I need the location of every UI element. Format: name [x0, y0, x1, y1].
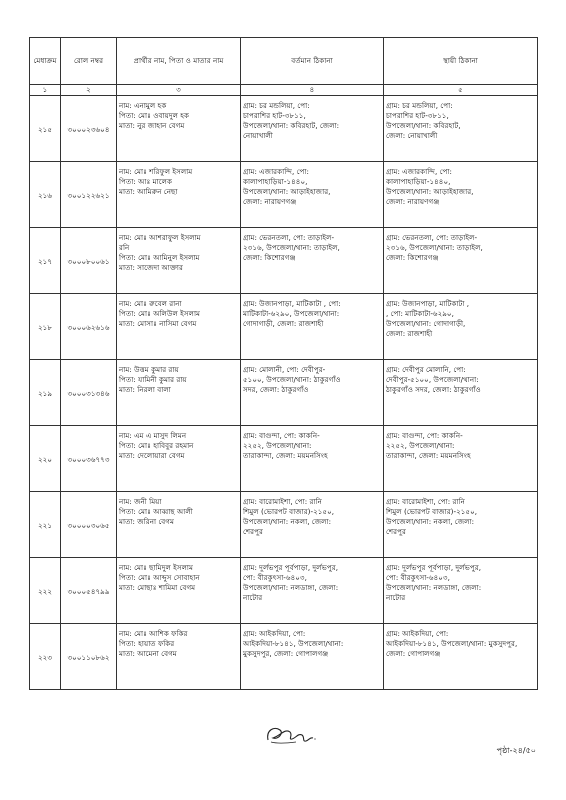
- permanent-address-cell-line: উপজেলা/থানা: নকলা, জেলা:: [386, 516, 475, 526]
- name-cell: [117, 293, 241, 359]
- permanent-address-cell-line: তারাকান্দা, জেলা: ময়মনসিংহ: [386, 450, 471, 460]
- roll-cell: ৩০০০৫৪৭৯৯: [61, 557, 117, 623]
- roll-cell: ৩০০০৩১৩৪৬: [61, 359, 117, 425]
- candidate-table: [29, 37, 538, 690]
- present-address-cell-line: উপজেলা/থানা: কবিরহাট, জেলা:: [243, 120, 340, 130]
- permanent-address-cell-line: জেলা: রাজশাহী: [386, 328, 433, 338]
- permanent-address-cell-line: আইকদিয়া-৮১৪১, উপজেলা/থানা: মুকসুদপুর,: [386, 638, 518, 648]
- present-address-cell-line: উপজেলা/থানা: নলডাঙ্গা, জেলা:: [243, 582, 339, 592]
- present-address-cell: [241, 293, 384, 359]
- header-num-2: ২: [61, 85, 117, 96]
- present-address-cell-line: গ্রাম: দুর্লভপুর পূর্বপাড়া, দুর্লভপুর,: [243, 562, 339, 572]
- name-cell-line: পিতা: যামিনী কুমার রায়: [119, 374, 187, 384]
- name-cell-line: নাম: এনামুল হক: [119, 100, 167, 110]
- table-row: [30, 95, 538, 161]
- name-cell-line: পিতা: মোঃ আমিনুল ইসলাম: [119, 252, 200, 262]
- permanent-address-cell-line: উপজেলা/থানা: আড়াইহাজার,: [386, 186, 474, 196]
- present-address-cell-line: গোদাগাড়ী, জেলা: রাজশাহী: [243, 318, 324, 328]
- permanent-address-cell: [384, 293, 538, 359]
- permanent-address-cell-line: ঠাকুরগাঁও সদর, জেলা: ঠাকুরগাঁও: [386, 384, 481, 394]
- table-row: [30, 359, 538, 425]
- present-address-cell-line: কালাপাহাড়িয়া-১৪৪০,: [243, 176, 308, 186]
- permanent-address-cell-line: জেলা: নারায়ণগঞ্জ: [386, 196, 440, 206]
- name-cell-line: মাতা: নুর জাহান বেগম: [119, 120, 185, 130]
- serial-cell: ২১৯: [30, 359, 61, 425]
- present-address-cell-line: গ্রাম: এজারকান্দি, পো:: [243, 166, 309, 176]
- permanent-address-cell-line: গ্রাম: ভেরনতলা, পো: তাড়াইল-: [386, 232, 478, 242]
- permanent-address-cell-line: ২২৫২, উপজেলা/থানা:: [386, 440, 455, 450]
- table-row: [30, 557, 538, 623]
- present-address-cell-line: মাটিকাটা-৬২৯০, উপজেলা/থানা:: [243, 308, 340, 318]
- serial-cell: ২১৬: [30, 161, 61, 227]
- name-cell-line: মাতা: জরিনা বেগম: [119, 516, 174, 526]
- name-cell-line: মাতা: নিরলা বালা: [119, 384, 171, 394]
- name-cell-line: নাম: এম এ মাসুদ লিমন: [119, 430, 187, 440]
- table-row: [30, 161, 538, 227]
- present-address-cell-line: গ্রাম: চর মন্ডলিয়া, পো:: [243, 100, 310, 110]
- present-address-cell: [241, 623, 384, 689]
- permanent-address-cell-line: জেলা: গোপালগঞ্জ: [386, 648, 441, 658]
- present-address-cell-line: গ্রাম: মোলানী, পো: দেবীপুর-: [243, 364, 326, 374]
- roll-cell: ৩০০০০৩০৬৫: [61, 491, 117, 557]
- name-cell: [117, 161, 241, 227]
- name-cell-line: পিতা: মোঃ ওবায়দুল হক: [119, 110, 190, 120]
- name-cell-line: নাম: মোঃ আশিক ফকির: [119, 628, 188, 638]
- serial-cell: ২২১: [30, 491, 61, 557]
- present-address-cell: [241, 227, 384, 293]
- roll-cell: ৩০০০৮০০৬১: [61, 227, 117, 293]
- header-num-4: ৪: [241, 85, 384, 96]
- header-num-5: ৫: [384, 85, 538, 96]
- permanent-address-cell-line: গ্রাম: বাগুন্দা, পো: কাকনি-: [386, 430, 463, 440]
- permanent-address-cell-line: নাটোর: [386, 592, 406, 602]
- present-address-cell: [241, 491, 384, 557]
- present-address-cell-line: গ্রাম: ভেরনতলা, পো: তাড়াইল-: [243, 232, 335, 242]
- name-cell-line: মাতা: মোসাঃ নাসিমা বেগম: [119, 318, 197, 328]
- name-cell-line: মাতা: আমেনা বেগম: [119, 648, 177, 658]
- permanent-address-cell-line: উপজেলা/থানা: গোদাগাড়ী,: [386, 318, 466, 328]
- name-cell-line: নাম: মোঃ রুবেল রানা: [119, 298, 182, 308]
- permanent-address-cell: [384, 95, 538, 161]
- permanent-address-cell: [384, 161, 538, 227]
- permanent-address-cell-line: শেরপুর: [386, 526, 406, 536]
- table-row: [30, 227, 538, 293]
- page-number: পৃষ্ঠা-২৪/৫০: [496, 746, 536, 755]
- serial-cell: ২২৩: [30, 623, 61, 689]
- table-row: [30, 425, 538, 491]
- present-address-cell-line: গ্রাম: আইকদিয়া, পো:: [243, 628, 306, 638]
- name-cell: [117, 227, 241, 293]
- roll-cell: ৩০০০৩৬৭৭৩: [61, 425, 117, 491]
- name-cell-line: নাম: মোঃ শরিফুল ইসলাম: [119, 166, 193, 176]
- permanent-address-cell: [384, 557, 538, 623]
- present-address-cell: [241, 425, 384, 491]
- present-address-cell-line: ২২৫২, উপজেলা/থানা:: [243, 440, 312, 450]
- permanent-address-cell-line: চাপরাশির হাট-৩৮১১,: [386, 110, 449, 120]
- header-permanent-address: স্থায়ী ঠিকানা: [384, 38, 538, 85]
- serial-cell: ২১৮: [30, 293, 61, 359]
- permanent-address-cell-line: গ্রাম: বারোমাইশা, পো: রানি: [386, 496, 465, 506]
- name-cell: [117, 491, 241, 557]
- present-address-cell-line: ৫১০০, উপজেলা/থানা: ঠাকুরগাঁও: [243, 374, 341, 384]
- permanent-address-cell: [384, 227, 538, 293]
- table-row: [30, 623, 538, 689]
- name-cell-line: মাতা: আমিরুন নেছা: [119, 186, 178, 196]
- name-cell-line: মাতা: সাজেদা আক্তার: [119, 262, 183, 272]
- present-address-cell-line: গ্রাম: উজানপাড়া, মাটিকাটা , পো:: [243, 298, 341, 308]
- header-present-address: বর্তমান ঠিকানা: [241, 38, 384, 85]
- permanent-address-cell: [384, 359, 538, 425]
- name-cell: [117, 557, 241, 623]
- serial-cell: ২২০: [30, 425, 61, 491]
- name-cell-line: রনি: [119, 242, 130, 252]
- permanent-address-cell-line: দেবীপুর-৫১০০, উপজেলা/থানা:: [386, 374, 479, 384]
- roll-cell: ৩০০১২২৬২১: [61, 161, 117, 227]
- header-num-1: ১: [30, 85, 61, 96]
- present-address-cell-line: শেরপুর: [243, 526, 263, 536]
- name-cell-line: পিতা: হায়াত ফকির: [119, 638, 175, 648]
- present-address-cell-line: মুকসুদপুর, জেলা: গোপালগঞ্জ: [243, 648, 329, 658]
- table-body: [30, 95, 538, 689]
- present-address-cell-line: নোয়াখালী: [243, 130, 273, 140]
- permanent-address-cell-line: পো: বীরকুৎসা-৬৪০৩,: [386, 572, 450, 582]
- permanent-address-cell-line: শিমুল (ভোরপট বাজার)-২১৫০,: [386, 506, 478, 516]
- present-address-cell-line: গ্রাম: বাগুন্দা, পো: কাকনি-: [243, 430, 320, 440]
- serial-cell: ২১৫: [30, 95, 61, 161]
- present-address-cell-line: উপজেলা/থানা: আড়াইহাজার,: [243, 186, 331, 196]
- permanent-address-cell-line: , পো: মাটিকাটা-৬২৯০,: [386, 308, 454, 318]
- permanent-address-cell-line: গ্রাম: আইকদিয়া, পো:: [386, 628, 449, 638]
- roll-cell: ৩০০১১০৮৬২: [61, 623, 117, 689]
- permanent-address-cell-line: জেলা: কিশোরগঞ্জ: [386, 252, 439, 262]
- present-address-cell-line: শিমুল (ভোরপট বাজার)-২১৫০,: [243, 506, 335, 516]
- name-cell-line: মাতা: দেলোয়ারা বেগম: [119, 450, 185, 460]
- present-address-cell-line: সদর, জেলা: ঠাকুরগাঁও: [243, 384, 309, 394]
- present-address-cell-line: নাটোর: [243, 592, 263, 602]
- permanent-address-cell-line: গ্রাম: দেবীপুর মোলানি, পো:: [386, 364, 466, 374]
- header-name: প্রার্থীর নাম, পিতা ও মাতার নাম: [117, 38, 241, 85]
- name-cell: [117, 623, 241, 689]
- header-num-3: ৩: [117, 85, 241, 96]
- present-address-cell-line: জেলা: কিশোরগঞ্জ: [243, 252, 296, 262]
- present-address-cell-line: ২৩১৬, উপজেলা/থানা: তাড়াইল,: [243, 242, 340, 252]
- signature-image: [258, 720, 318, 750]
- name-cell: [117, 95, 241, 161]
- roll-cell: ৩০০০২৩৬০৪: [61, 95, 117, 161]
- present-address-cell-line: জেলা: নারায়ণগঞ্জ: [243, 196, 297, 206]
- present-address-cell: [241, 359, 384, 425]
- permanent-address-cell-line: ২৩১৬, উপজেলা/থানা: তাড়াইল,: [386, 242, 483, 252]
- name-cell-line: পিতা: আঃ মালেক: [119, 176, 172, 186]
- permanent-address-cell-line: গ্রাম: দুর্লভপুর পূর্বপাড়া, দুর্লভপুর,: [386, 562, 482, 572]
- name-cell-line: নাম: মোঃ আশরাফুল ইসলাম: [119, 232, 201, 242]
- present-address-cell-line: উপজেলা/থানা: নকলা, জেলা:: [243, 516, 332, 526]
- permanent-address-cell: [384, 623, 538, 689]
- name-cell-line: নাম: জনী মিয়া: [119, 496, 162, 506]
- name-cell-line: নাম: মোঃ ছামিদুল ইসলাম: [119, 562, 194, 572]
- permanent-address-cell: [384, 491, 538, 557]
- name-cell: [117, 359, 241, 425]
- present-address-cell: [241, 557, 384, 623]
- serial-cell: ২১৭: [30, 227, 61, 293]
- name-cell-line: নাম: উত্তম কুমার রায়: [119, 364, 179, 374]
- present-address-cell-line: তারাকান্দা, জেলা: ময়মনসিংহ: [243, 450, 328, 460]
- present-address-cell: [241, 95, 384, 161]
- permanent-address-cell: [384, 425, 538, 491]
- name-cell-line: পিতা: মোঃ আব্দুস সোবাহান: [119, 572, 200, 582]
- present-address-cell-line: পো: বীরকুৎসা-৬৪০৩,: [243, 572, 307, 582]
- name-cell: [117, 425, 241, 491]
- roll-cell: ৩০০০৬২৬১৬: [61, 293, 117, 359]
- permanent-address-cell-line: কালাপাহাড়িয়া-১৪৪০,: [386, 176, 451, 186]
- table-row: [30, 293, 538, 359]
- permanent-address-cell-line: গ্রাম: এজারকান্দি, পো:: [386, 166, 452, 176]
- permanent-address-cell-line: উপজেলা/থানা: নলডাঙ্গা, জেলা:: [386, 582, 482, 592]
- permanent-address-cell-line: উপজেলা/থানা: কবিরহাট,: [386, 120, 461, 130]
- permanent-address-cell-line: জেলা: নোয়াখালী: [386, 130, 438, 140]
- present-address-cell-line: আইকদিয়া-৮১৪১, উপজেলা/থানা:: [243, 638, 344, 648]
- name-cell-line: পিতা: মোঃ আব্বাছ আলী: [119, 506, 193, 516]
- present-address-cell-line: গ্রাম: বারোমাইশা, পো: রানি: [243, 496, 322, 506]
- permanent-address-cell-line: গ্রাম: চর মন্ডলিয়া, পো:: [386, 100, 453, 110]
- header-roll: রোল নম্বর: [61, 38, 117, 85]
- present-address-cell: [241, 161, 384, 227]
- serial-cell: ২২২: [30, 557, 61, 623]
- present-address-cell-line: চাপরাশির হাট-৩৮১১,: [243, 110, 306, 120]
- name-cell-line: মাতা: মোছাঃ শামিমা বেগম: [119, 582, 196, 592]
- table-row: [30, 491, 538, 557]
- header-serial: মেধাক্রম: [30, 38, 61, 85]
- name-cell-line: পিতা: মোঃ হাবিবুর রহমান: [119, 440, 194, 450]
- permanent-address-cell-line: গ্রাম: উজানপাড়া, মাটিকাটা ,: [386, 298, 470, 308]
- name-cell-line: পিতা: মোঃ অলিউল ইসলাম: [119, 308, 201, 318]
